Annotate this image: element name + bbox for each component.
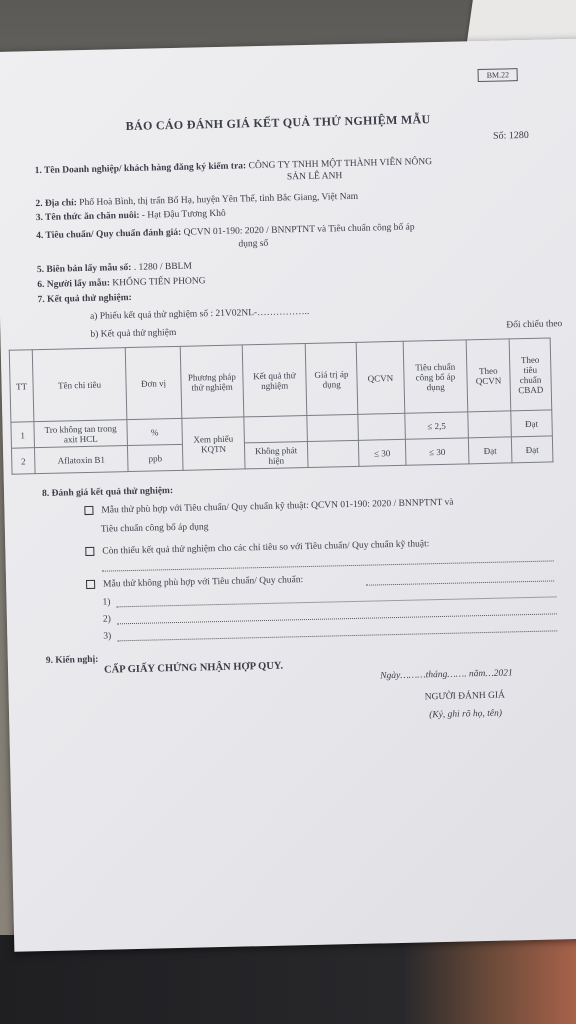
nonconform-checkbox[interactable] [86,580,95,589]
blank-line [102,560,554,571]
col-standard: Tiêu chuẩn công bố áp dụng [403,340,468,413]
field-sampler-value: KHỔNG TIẾN PHONG [112,276,206,289]
col-by-standard: Theo tiêu chuẩn CBAD [509,338,552,411]
assessor-title: NGƯỜI ĐÁNH GIÁ [424,690,506,703]
conform-checkbox[interactable] [84,506,93,515]
field-sampler [37,276,206,290]
report-document [0,38,576,951]
cell-unit: ppb [127,444,183,471]
col-qcvn: QCVN [356,341,405,414]
test-result-subtitle: b) Kết quả thử nghiệm [90,327,177,340]
report-title: BÁO CÁO ĐÁNH GIÁ KẾT QUẢ THỬ NGHIỆM MẪU [125,112,431,134]
eval-option-nonconform-text: Mẫu thử không phù hợp với Tiêu chuẩn/ Quy chuẩn: [102,575,304,590]
cell-result: Không phát hiện [244,441,308,468]
cell-by-standard: Đạt [511,436,553,463]
field-address-value: Phố Hoà Bình, thị trấn Bố Hạ, huyện Yên Thế, tỉnh Bắc Giang, Việt Nam [79,191,359,209]
col-result: Kết quả thử nghiệm [242,344,307,417]
list-item-2: 2) [102,614,111,625]
report-number: Số: 1280 [492,129,529,142]
field-sampling-record-value: . 1280 / BBLM [133,261,192,273]
col-tt: TT [9,350,34,423]
field-company-value: CÔNG TY TNHH MỘT THÀNH VIÊN NÔNG [248,157,433,172]
recommendation-label: 9. Kiến nghị: [45,654,99,666]
cell-standard: ≤ 2,5 [405,412,469,439]
field-company-label: 1. Tên Doanh nghiệp/ khách hàng đăng ký kiểm tra: [34,161,247,177]
cell-tt: 2 [11,448,35,475]
evaluation-label: 8. Đánh giá kết quả thử nghiệm: [41,486,174,500]
col-name: Tên chỉ tiêu [32,348,127,422]
blank-line [366,580,554,585]
cell-value [307,440,359,467]
field-standard-value-cont: dụng số [238,238,269,250]
missing-checkbox[interactable] [85,547,94,556]
list-item-3: 3) [103,631,112,642]
field-sampling-record [37,262,192,276]
cell-value [307,414,359,441]
eval-option-missing-text: Còn thiếu kết quả thử nghiệm cho các chỉ tiêu so với Tiêu chuẩn/ Quy chuẩn kỹ thuật: [102,539,430,557]
col-value: Giá trị áp dụng [305,342,358,415]
col-by-qcvn: Theo QCVN [466,339,511,412]
field-company-value-cont: SẢN LÊ ANH [286,171,343,183]
field-standard-value: QCVN 01-190: 2020 / BNNPTNT và Tiêu chuẩn công bố áp [183,222,415,238]
field-sampling-record-label: 5. Biên bản lấy mẫu số: [36,262,132,276]
cell-name: Aflatoxin B1 [34,446,128,474]
form-code: BM.22 [478,68,519,82]
eval-option-missing[interactable] [85,539,429,557]
recommendation-text: CẤP GIẤY CHỨNG NHẬN HỢP QUY. [103,660,284,676]
cell-unit: % [127,418,183,445]
eval-option-conform-cont: Tiêu chuẩn công bố áp dụng [100,522,209,535]
results-table [9,337,554,474]
blank-line [117,630,557,641]
eval-option-conform[interactable] [84,498,453,516]
eval-option-nonconform[interactable] [86,575,303,590]
cell-qcvn: ≤ 30 [358,439,406,466]
cell-qcvn [358,413,406,440]
blank-line [117,596,557,607]
field-feed-value: - Hạt Đậu Tương Khô [141,208,226,221]
field-feed-label: 3. Tên thức ăn chăn nuôi: [35,210,140,224]
field-standard-label: 4. Tiêu chuẩn/ Quy chuẩn đánh giá: [36,227,182,242]
compare-header: Đối chiếu theo [506,319,563,331]
field-company [35,157,433,176]
sign-date: Ngày………tháng……. năm…2021 [380,668,513,682]
col-method: Phương pháp thử nghiệm [180,345,244,418]
field-feed [36,209,226,223]
field-test-results-label: 7. Kết quả thử nghiệm: [37,292,132,306]
table-header-row [9,338,551,422]
sign-note: (Ký, ghi rõ họ, tên) [429,708,503,721]
col-unit: Đơn vị [125,346,182,419]
cell-method: Xem phiếu KQTN [182,417,245,470]
field-standard [36,223,415,242]
field-sampler-label: 6. Người lấy mẫu: [37,278,111,291]
cell-result [244,415,308,442]
field-address [35,192,358,209]
cell-standard: ≤ 30 [405,438,469,465]
test-result-sheet: a) Phiếu kết quả thử nghiệm số : 21V02NL-…………….. [89,306,310,322]
cell-by-qcvn: Đạt [468,437,512,464]
eval-option-conform-text: Mẫu thử phù hợp với Tiêu chuẩn/ Quy chuẩn kỹ thuật: QCVN 01-190: 2020 / BNNPTNT và [101,497,454,516]
cell-name: Tro không tan trong axit HCL [34,420,128,448]
blank-line [117,613,557,624]
cell-by-standard: Đạt [511,410,553,437]
list-item-1: 1) [102,597,111,608]
cell-by-qcvn [468,411,512,438]
cell-tt: 1 [11,422,35,449]
field-address-label: 2. Địa chỉ: [35,198,78,210]
